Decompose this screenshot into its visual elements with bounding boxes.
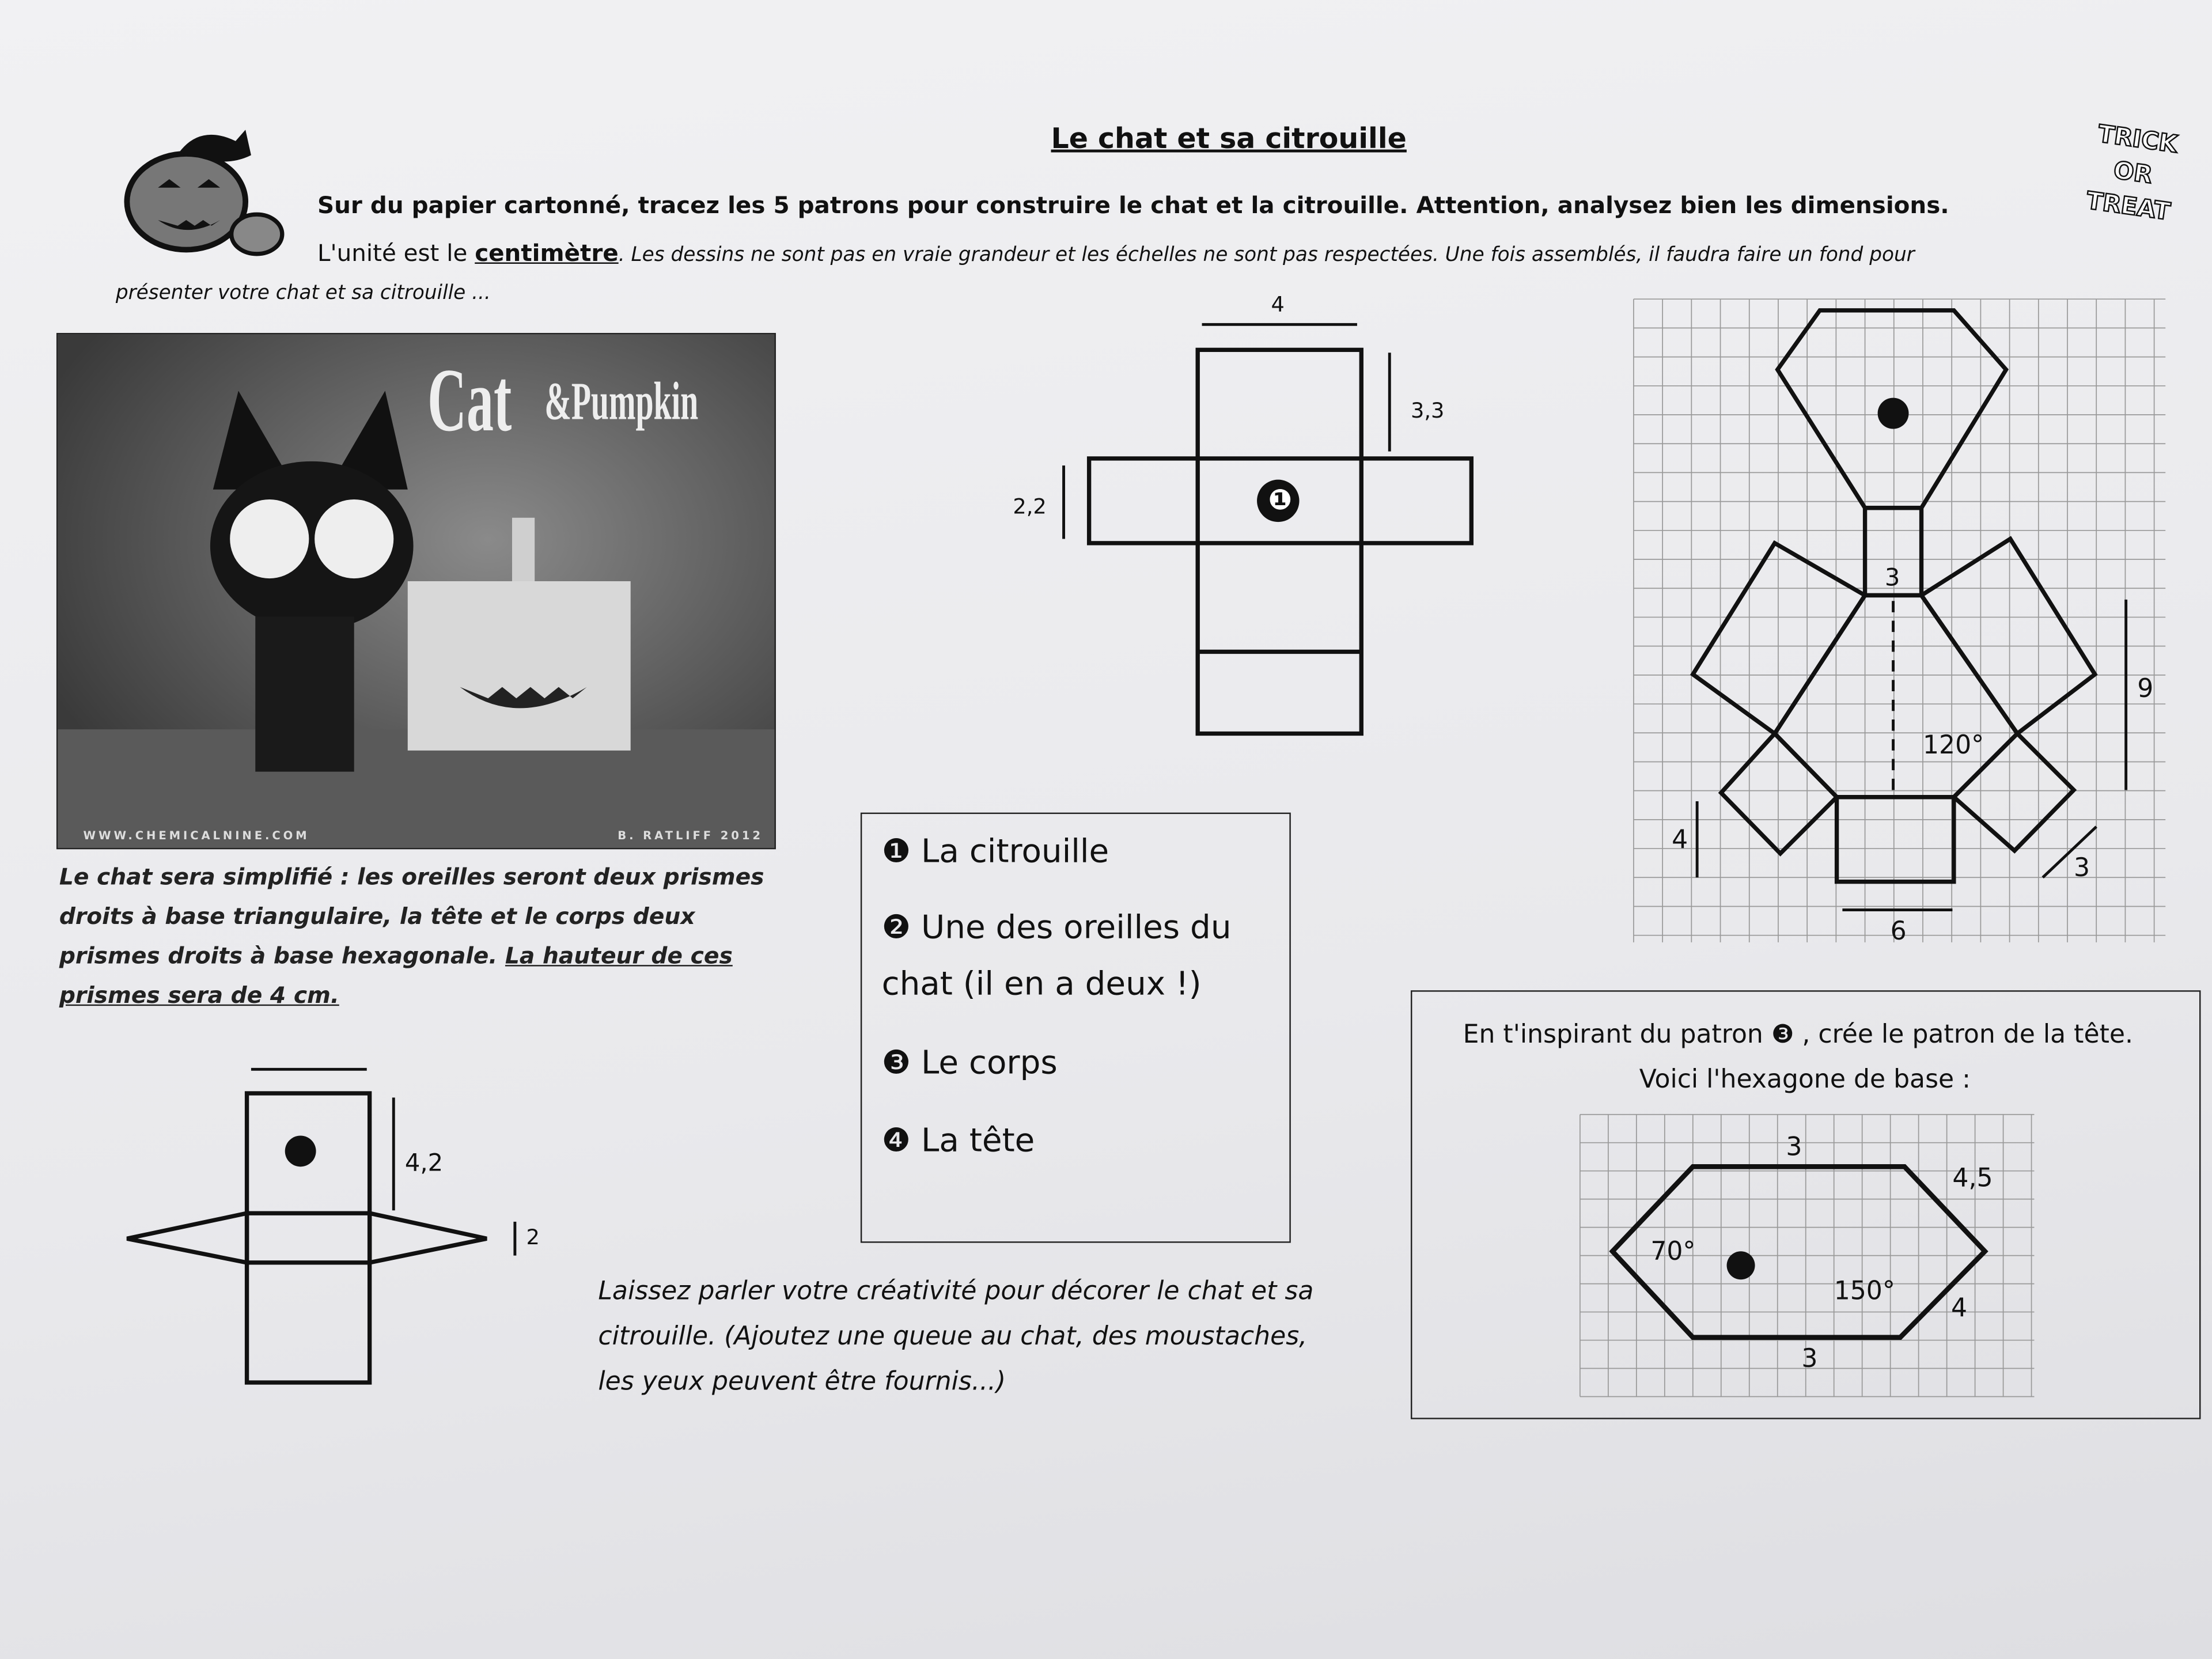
photo-credit-left: WWW.CHEMICALNINE.COM	[83, 830, 310, 843]
net1-width-label: 4	[1271, 291, 1285, 318]
legend-item-2b: chat (il en a deux !)	[881, 966, 1202, 1003]
creativity-line-3: les yeux peuvent être fournis...)	[598, 1367, 1006, 1397]
net-3-grid	[1634, 299, 2165, 942]
hex-side-label-1: 4,5	[1952, 1164, 1993, 1194]
head-instruction-1: En t'inspirant du patron ❸ , crée le patron de la tête.	[1463, 1020, 2134, 1050]
net1-number: ❶	[1268, 482, 1293, 517]
paragraph-line-3: prismes droits à base hexagonale.	[59, 942, 505, 969]
net3-side-label: 4	[1672, 825, 1688, 855]
creativity-line-2: citrouille. (Ajoutez une queue au chat, des moustaches,	[598, 1321, 1308, 1352]
page-title: Le chat et sa citrouille	[1051, 121, 1407, 156]
net-1-pumpkin	[1064, 324, 1472, 733]
svg-text:TREAT: TREAT	[2084, 185, 2172, 226]
paragraph-line-2: droits à base triangulaire, la tête et le corps deux	[59, 903, 695, 930]
legend-box	[861, 813, 1291, 1243]
intro-line-2: . Les dessins ne sont pas en vraie grandeur et les échelles ne sont pas respectées. Une fois assemblés, il faudra faire un fond pour	[618, 244, 1915, 267]
legend-item-1: ❶ La citrouille	[881, 834, 1109, 871]
hex-angle-70: 70°	[1650, 1237, 1696, 1267]
net-2-ear	[127, 1069, 514, 1382]
net2-height-label: 4,2	[404, 1149, 444, 1178]
photo-brand-pumpkin: &Pumpkin	[544, 372, 699, 432]
net2-side-label: 2	[526, 1224, 540, 1250]
hex-angle-150: 150°	[1834, 1277, 1895, 1306]
svg-text:TRICK: TRICK	[2096, 119, 2180, 158]
intro-unit-word: centimètre	[475, 240, 619, 267]
net3-bottom-label: 6	[1890, 916, 1907, 947]
hex-bottom-label: 3	[1801, 1344, 1818, 1374]
net3-top-label: 3	[1884, 564, 1900, 593]
legend-item-4: ❹ La tête	[881, 1123, 1035, 1160]
creativity-line-1: Laissez parler votre créativité pour décorer le chat et sa	[598, 1277, 1314, 1306]
paragraph-line-4: prismes sera de 4 cm.	[59, 982, 339, 1009]
net1-side-label: 2,2	[1013, 494, 1047, 520]
net1-height-label: 3,3	[1411, 397, 1445, 423]
photo-credit-right: B. RATLIFF 2012	[618, 830, 763, 843]
head-instruction-2: Voici l'hexagone de base :	[1639, 1065, 1971, 1095]
photo-brand-cat: Cat	[427, 350, 512, 450]
hex-side-label-2: 4	[1950, 1293, 1968, 1324]
svg-text:OR: OR	[2112, 156, 2154, 189]
net3-diag-label: 3	[2074, 853, 2090, 884]
net3-height-label: 9	[2137, 674, 2154, 704]
intro-unit-prefix: L'unité est le	[317, 240, 475, 267]
hex-top-label: 3	[1786, 1132, 1802, 1162]
legend-item-3: ❸ Le corps	[881, 1045, 1058, 1082]
legend-item-2: ❷ Une des oreilles du	[881, 910, 1232, 947]
intro-line-3: présenter votre chat et sa citrouille ...	[115, 282, 491, 305]
net3-angle-label: 120°	[1922, 730, 1984, 761]
intro-line-1: Sur du papier cartonné, tracez les 5 patrons pour construire le chat et la citrouille. Attention, analysez bien les dimensions.	[317, 192, 1949, 219]
paragraph-height-note: La hauteur de ces	[505, 942, 733, 969]
paragraph-line-1: Le chat sera simplifié : les oreilles seront deux prismes	[59, 863, 764, 891]
